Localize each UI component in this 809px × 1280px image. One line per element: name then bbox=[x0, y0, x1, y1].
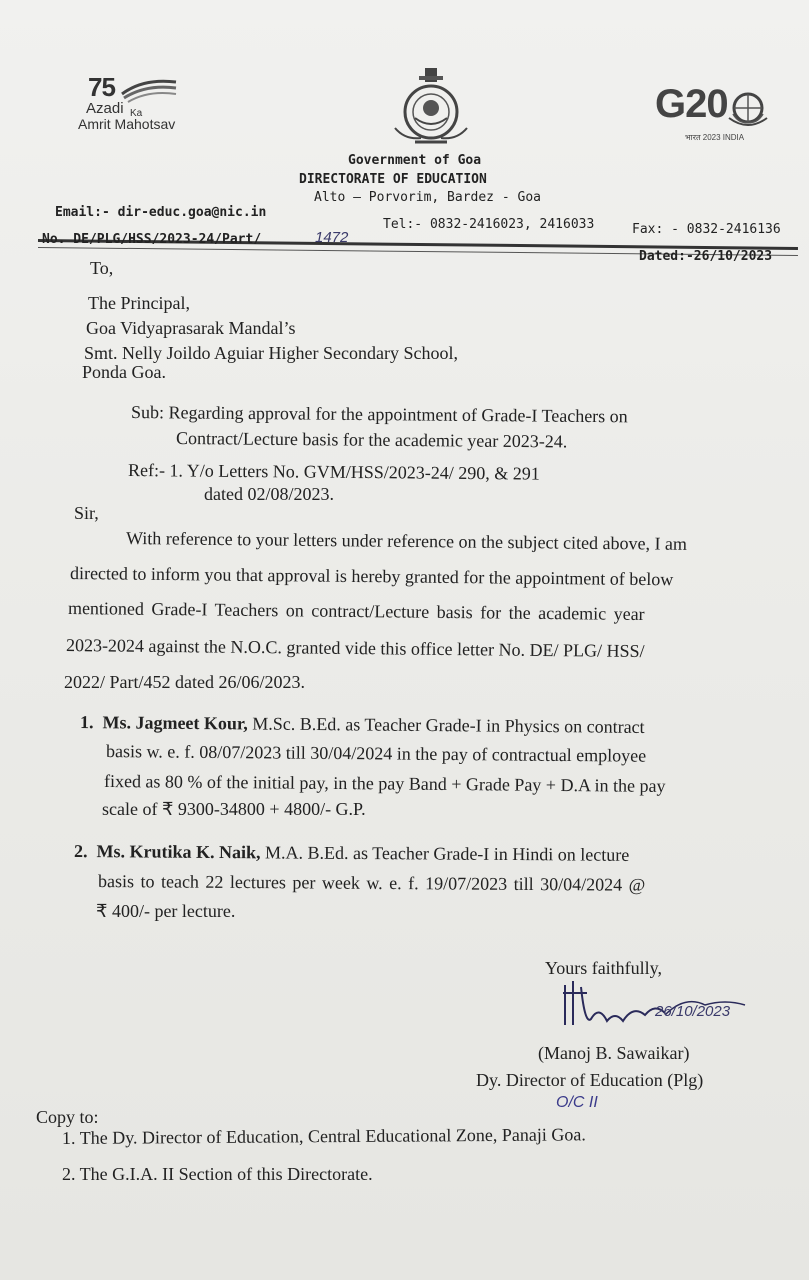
addressee-line: Smt. Nelly Joildo Aguiar Higher Secondary School, bbox=[84, 343, 458, 363]
logo-mahotsav-text: Amrit Mahotsav bbox=[78, 116, 176, 132]
email-value: Email:- dir-educ.goa@nic.in bbox=[55, 205, 267, 220]
salutation: Sir, bbox=[74, 503, 99, 523]
handwritten-reference-number: 1472 bbox=[315, 229, 349, 246]
lotus-globe-icon bbox=[725, 88, 771, 134]
reference-line-1: Ref:- 1. Y/o Letters No. GVM/HSS/2023-24/ 290, & 291 bbox=[127, 460, 540, 484]
addressee-line: Goa Vidyaprasarak Mandal’s bbox=[86, 318, 296, 338]
subject-line-1: Sub: Regarding approval for the appointment of Grade-I Teachers on bbox=[130, 402, 628, 427]
item-line: fixed as 80 % of the initial pay, in the pay Band + Grade Pay + D.A in the pay bbox=[103, 771, 666, 796]
item-details: M.Sc. B.Ed. as Teacher Grade-I in Physics on contract bbox=[247, 713, 645, 737]
item-line: basis to teach 22 lectures per week w. e. f. 19/07/2023 till 30/04/2024 @ bbox=[97, 871, 646, 895]
item-number: 1. bbox=[79, 712, 94, 733]
signature-date: 26/10/2023 bbox=[655, 1003, 731, 1020]
reference-line-2: dated 02/08/2023. bbox=[204, 484, 334, 504]
logo-ka-text: Ka bbox=[130, 108, 143, 119]
item-line: ₹ 400/- per lecture. bbox=[96, 901, 236, 921]
copy-to-line: 1. The Dy. Director of Education, Central Educational Zone, Panaji Goa. bbox=[61, 1124, 586, 1148]
g20-logo bbox=[655, 82, 775, 146]
handwritten-note: O/C II bbox=[556, 1094, 598, 1111]
copy-to-line: 2. The G.I.A. II Section of this Directorate. bbox=[62, 1164, 373, 1184]
fax-text: Fax: - 0832-2416136 bbox=[632, 222, 781, 237]
signatory-name: (Manoj B. Sawaikar) bbox=[538, 1043, 690, 1063]
item-line: basis w. e. f. 08/07/2023 till 30/04/2024 in the pay of contractual employee bbox=[105, 741, 647, 766]
government-name: Government of Goa bbox=[348, 153, 482, 168]
flag-swoosh-icon bbox=[118, 76, 178, 104]
appointment-item-2 bbox=[74, 841, 629, 866]
addressee-line: Ponda Goa. bbox=[82, 362, 166, 382]
signatory-designation: Dy. Director of Education (Plg) bbox=[476, 1070, 704, 1090]
addressee-to: To, bbox=[90, 258, 114, 278]
body-line: directed to inform you that approval is hereby granted for the appointment of below bbox=[69, 563, 674, 590]
subject-line-2: Contract/Lecture basis for the academic year 2023-24. bbox=[175, 428, 568, 452]
copy-to-heading: Copy to: bbox=[36, 1107, 99, 1127]
body-line: 2022/ Part/452 dated 26/06/2023. bbox=[64, 672, 305, 692]
item-line: scale of ₹ 9300-34800 + 4800/- G.P. bbox=[102, 799, 366, 819]
body-line: With reference to your letters under reference on the subject cited above, I am bbox=[125, 528, 688, 554]
letter-reference-number: No. DE/PLG/HSS/2023-24/Part/ bbox=[42, 232, 262, 247]
logo-number: 75 bbox=[88, 72, 115, 102]
goa-emblem-icon bbox=[385, 68, 477, 152]
body-line: 2023-2024 against the N.O.C. granted vide this office letter No. DE/ PLG/ HSS/ bbox=[65, 635, 645, 662]
email-text bbox=[55, 205, 266, 220]
yours-faithfully: Yours faithfully, bbox=[545, 958, 663, 978]
letter-date: Dated:-26/10/2023 bbox=[639, 249, 773, 264]
signature bbox=[555, 975, 755, 1045]
body-line: mentioned Grade-I Teachers on contract/Lecture basis for the academic year bbox=[67, 598, 645, 625]
teacher-name: Ms. Jagmeet Kour, bbox=[102, 712, 248, 734]
item-number: 2. bbox=[73, 841, 88, 862]
logo-azadi-text: Azadi bbox=[86, 100, 124, 117]
department-address: Alto – Porvorim, Bardez - Goa bbox=[314, 190, 541, 205]
addressee-line: The Principal, bbox=[88, 293, 190, 313]
teacher-name: Ms. Krutika K. Naik, bbox=[96, 841, 261, 863]
telephone-text: Tel:- 0832-2416023, 2416033 bbox=[383, 217, 595, 232]
department-name: DIRECTORATE OF EDUCATION bbox=[299, 172, 487, 187]
g20-year-text: भारत 2023 INDIA bbox=[685, 133, 745, 142]
appointment-item-1 bbox=[80, 712, 645, 739]
item-details: M.A. B.Ed. as Teacher Grade-I in Hindi on lecture bbox=[260, 842, 630, 865]
azadi-ka-amrit-mahotsav-logo bbox=[78, 72, 198, 142]
g20-text: G20 bbox=[655, 82, 728, 126]
